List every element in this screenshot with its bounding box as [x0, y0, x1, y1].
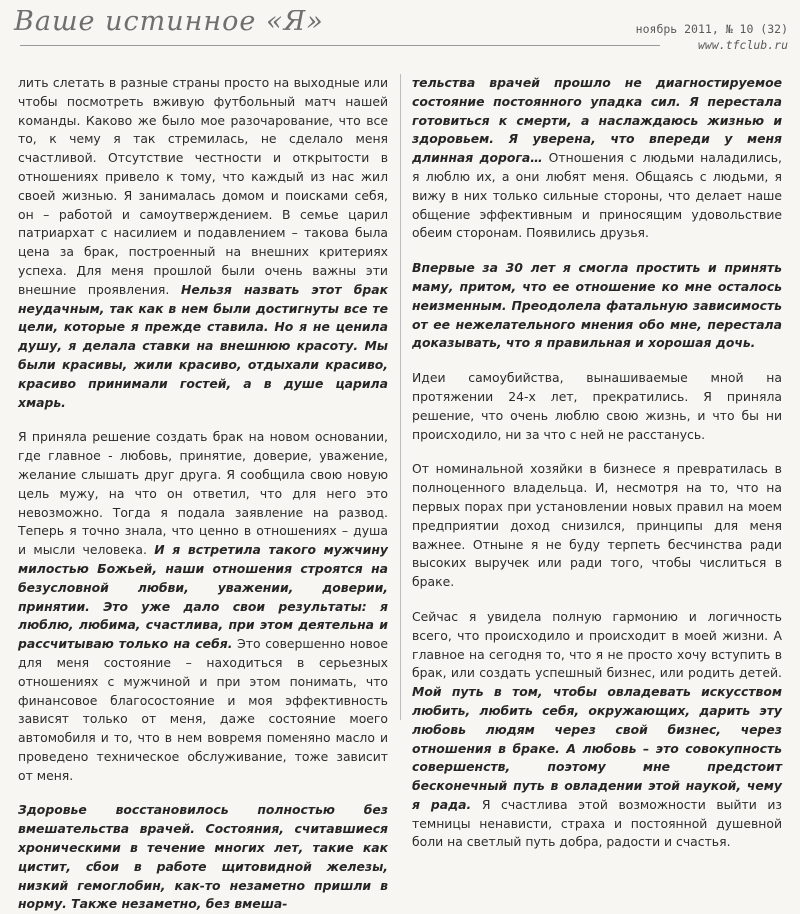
emphasis-text: Нельзя назвать этот брак неудачным, так как в нем были достигнуты все те цели, которые я прежде ставила. Но я не ценила душу, я делала ставки на внешнюю красоту. Мы были красивы, жили красиво, отдыхали красиво, красиво принимали гостей, а в душе царила хмарь.	[18, 281, 388, 410]
issue-info: ноябрь 2011, № 10 (32)	[635, 22, 788, 36]
right-paragraph-5	[412, 608, 782, 852]
masthead-rule	[20, 45, 660, 46]
right-paragraph-3: Идеи самоубийства, вынашиваемые мной на протяжении 24-х лет, прекратились. Я приняла решение, что очень люблю свою жизнь, и что бы ни происходило, ни за что с ней не расстанусь.	[412, 370, 782, 442]
right-column	[412, 74, 782, 850]
left-paragraph-1	[18, 74, 388, 412]
plain-text: лить слетать в разные страны просто на выходные или чтобы посмотреть вживую футбольный матч нашей команды. Каково же было мое разочарование, что все то, к чему я так стремилась, не сделало меня счастливой. Отсутствие честности и открытости в отношениях привело к тому, что каждый из нас жил своей жизнью. Я занималась домом и поисками себя, он – работой и самоутверждением. В семье царил патриархат с насилием и подавлением – такова была цена за брак, построенный на внешних критериях успеха. Для меня прошлой были очень важны эти внешние проявления.	[18, 75, 388, 297]
page-header	[0, 0, 800, 70]
site-url: www.tfclub.ru	[697, 38, 788, 52]
emphasis-text: тельства врачей прошло не диагностируемое состояние постоянного упадка сил. Я перестала готовиться к смерти, а наслаждаюсь жизнью и здоровьем. Я уверена, что впереди у меня длинная дорога…	[412, 75, 782, 166]
right-paragraph-1	[412, 74, 782, 243]
plain-text: Я счастлива этой возможности выйти из темницы ненависти, страха и постоянной душевной боли на светлый путь добра, радости и счастья.	[412, 796, 782, 850]
plain-text: Я приняла решение создать брак на новом основании, где главное - любовь, принятие, доверие, уважение, желание слышать друг друга. Я сообщила свою новую цель мужу, на что он ответил, что для него это невозможно. Тогда я подала заявление на развод. Теперь я точно знала, что ценно в отношениях – душа и мысли человека.	[18, 429, 388, 558]
plain-text: Это совершенно новое для меня состояние – находиться в серьезных отношениях с мужчиной и при этом понимать, что финансовое благосостояние и моя эффективность зависят только от меня, даже состояние моего автомобиля и то, что в нем вовремя поменяно масло и проведено техническое обслуживание, тоже зависит от меня.	[18, 636, 388, 783]
left-column	[18, 74, 388, 912]
left-paragraph-2	[18, 428, 388, 785]
magazine-masthead: Ваше истинное «Я»	[14, 6, 324, 37]
right-paragraph-4: От номинальной хозяйки в бизнесе я превратилась в полноценного владельца. И, несмотря на то, что на первых порах при установлении новых правил на моем предприятии доход снизился, принципы для меня важнее. Отныне я не буду терпеть бесчинства ради высоких выручек или ради того, чтобы числиться в браке.	[412, 461, 782, 590]
emphasis-text: Мой путь в том, чтобы овладевать искусством любить, любить себя, окружающих, дарить эту любовь людям через свой бизнес, через отношения в браке. А любовь – это совокупность совершенств, поэтому мне предстоит бесконечный путь в овладении этой наукой, чему я рада.	[412, 684, 782, 812]
emphasis-text: И я встретила такого мужчину милостью Божьей, наши отношения строятся на безусловной любви, уважении, доверии, принятии. Это уже дало свои результаты: я люблю, любима, счастлива, при этом деятельна и рассчитываю только на себя.	[18, 542, 388, 652]
plain-text: Сейчас я увидела полную гармонию и логичность всего, что происходило и происходит в моей жизни. А главное на сегодня то, что я не просто хочу вступить в брак, или создать успешный бизнес, или родить детей.	[412, 608, 782, 681]
column-divider	[400, 74, 401, 720]
left-paragraph-3: Здоровье восстановилось полностью без вмешательства врачей. Состояния, считавшиеся хроническими в течение многих лет, такие как цистит, сбои в работе щитовидной железы, низкий гемоглобин, как-то незаметно пришли в норму. Также незаметно, без вмеша-	[18, 802, 388, 912]
right-paragraph-2: Впервые за 30 лет я смогла простить и принять маму, притом, что ее отношение ко мне осталось неизменным. Преодолела фатальную зависимость от ее нежелательного мнения обо мне, перестала доказывать, что я правильная и хорошая дочь.	[412, 260, 782, 351]
plain-text: Отношения с людьми наладились, я люблю их, а они любят меня. Общаясь с людьми, я вижу в них только сильные стороны, что делает наше общение эффективным и приносящим удовольствие обеим сторонам. Появились друзья.	[412, 150, 782, 241]
